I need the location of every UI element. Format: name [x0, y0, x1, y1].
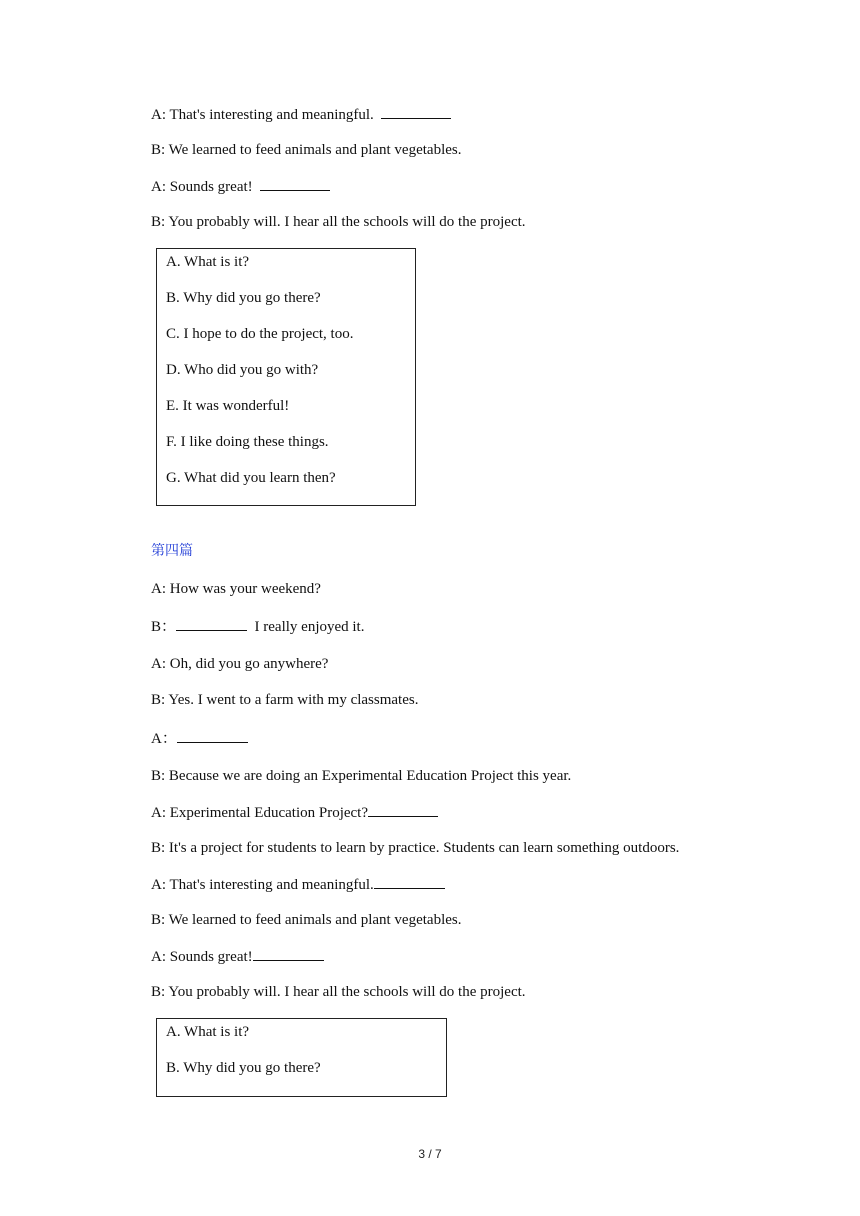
- dialogue-line: [151, 947, 324, 966]
- answer-blank[interactable]: [368, 803, 438, 817]
- dialogue-text: A：: [151, 731, 177, 747]
- dialogue-line: [151, 177, 330, 196]
- answer-blank[interactable]: [177, 729, 248, 743]
- page-number: 3 / 7: [418, 1147, 442, 1161]
- option-item: G. What did you learn then?: [166, 470, 336, 486]
- dialogue-line: B: You probably will. I hear all the schools will do the project.: [151, 984, 526, 1000]
- answer-blank[interactable]: [374, 875, 445, 889]
- dialogue-text: A: Sounds great!: [151, 949, 253, 965]
- options-box: [156, 1018, 447, 1097]
- option-item: A. What is it?: [166, 254, 250, 270]
- option-item: F. I like doing these things.: [166, 434, 329, 450]
- dialogue-line: B: You probably will. I hear all the schools will do the project.: [151, 214, 526, 230]
- dialogue-line: B: It's a project for students to learn by practice. Students can learn something outdoors.: [151, 840, 680, 856]
- dialogue-line: B: We learned to feed animals and plant vegetables.: [151, 142, 462, 158]
- dialogue-text: B：: [151, 619, 177, 635]
- dialogue-line: [151, 803, 438, 822]
- dialogue-text: I really enjoyed it.: [254, 619, 365, 635]
- section-heading: 第四篇: [151, 543, 193, 559]
- options-box: [156, 248, 416, 506]
- option-item: A. What is it?: [166, 1024, 250, 1040]
- dialogue-line: B: Yes. I went to a farm with my classmates.: [151, 692, 419, 708]
- option-item: C. I hope to do the project, too.: [166, 326, 354, 342]
- answer-blank[interactable]: [260, 177, 330, 191]
- dialogue-line: A: Oh, did you go anywhere?: [151, 656, 329, 672]
- option-item: B. Why did you go there?: [166, 1060, 321, 1076]
- dialogue-line: [151, 617, 364, 636]
- dialogue-text: A: Experimental Education Project?: [151, 805, 369, 821]
- dialogue-text: A: That's interesting and meaningful.: [151, 107, 374, 123]
- option-item: B. Why did you go there?: [166, 290, 321, 306]
- dialogue-line: B: We learned to feed animals and plant vegetables.: [151, 912, 462, 928]
- option-item: D. Who did you go with?: [166, 362, 319, 378]
- dialogue-line: [151, 729, 248, 748]
- dialogue-text: A: Sounds great!: [151, 179, 253, 195]
- dialogue-line: [151, 875, 445, 894]
- dialogue-text: A: That's interesting and meaningful.: [151, 877, 374, 893]
- answer-blank[interactable]: [176, 617, 247, 631]
- option-item: E. It was wonderful!: [166, 398, 290, 414]
- answer-blank[interactable]: [253, 947, 324, 961]
- answer-blank[interactable]: [381, 105, 451, 119]
- dialogue-line: [151, 105, 451, 124]
- dialogue-line: B: Because we are doing an Experimental Education Project this year.: [151, 768, 572, 784]
- dialogue-line: A: How was your weekend?: [151, 581, 321, 597]
